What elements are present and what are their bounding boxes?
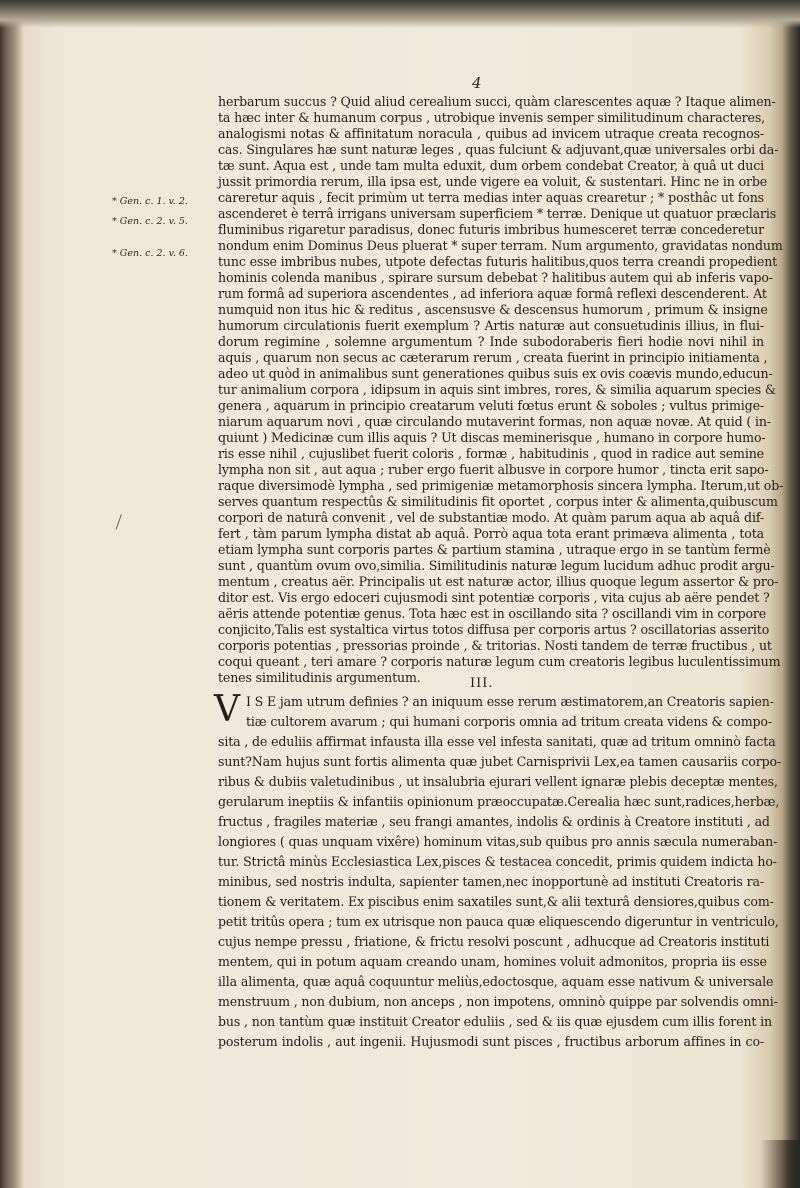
text-line: careretur aquis , fecit primùm ut terra medias inter aquas crearetur ; * posthâc ut fons (218, 190, 764, 205)
text-line: tenes similitudinis argumentum. (218, 670, 421, 685)
text-line: ta hæc inter & humanum corpus , utrobique invenis semper similitudinum characteres, (218, 110, 766, 125)
text-line: petit tritûs opera ; tum ex utrisque non pauca quæ eliquescendo digeruntur in ventriculo, (218, 914, 779, 929)
text-line: raque diversimodè lympha , sed primigeniæ metamorphosis sincera lympha. Iterum,ut ob- (218, 478, 784, 493)
text-line: mentum , creatus aër. Principalis ut est naturæ actor, illius quoque legum assertor & pro- (218, 574, 779, 589)
text-line: tunc esse imbribus nubes, utpote defectas futuris halitibus,quos terra creandi propedient (218, 254, 778, 269)
book-top-edge (0, 0, 800, 28)
text-line: longiores ( quas unquam vixêre) hominum vitas,sub quibus pro annis sæcula numeraban- (218, 834, 778, 849)
margin-note-ref-3: * Gen. c. 2. v. 6. (112, 248, 188, 259)
text-line: serves quantum respectûs & similitudinis fit oportet , corpus inter & alimenta,quibuscum (218, 494, 778, 509)
text-line: coqui queant , teri amare ? corporis naturæ legum cum creatoris legibus luculentissimum (218, 654, 781, 669)
text-line: fluminibus rigaretur paradisus, donec futuris imbribus humesceret terræ concederetur (218, 222, 764, 237)
text-line: mentem, qui in potum aquam creando unam, homines voluit admonitos, propria iis esse (218, 954, 767, 969)
text-line: tiæ cultorem avarum ; qui humani corporis omnia ad tritum creata videns & compo- (246, 714, 772, 729)
margin-note-ref-2: * Gen. c. 2. v. 5. (112, 216, 188, 227)
text-line: adeo ut quòd in animalibus sunt generationes quibus suis ex ovis coævis mundo,educun- (218, 366, 773, 381)
text-line: tæ sunt. Aqua est , unde tam multa eduxit, dum orbem condebat Creator, à quâ ut duci (218, 158, 764, 173)
text-line: aquis , quarum non secus ac cæterarum rerum , creata fuerint in principio initiamenta , (218, 350, 768, 365)
text-line: quiunt ) Medicinæ cum illis aquis ? Ut discas meminerisque , humano in corpore humo- (218, 430, 766, 445)
text-line: rum formâ ad superiora ascendentes , ad inferiora aquæ formâ reflexi descenderent. At (218, 286, 767, 301)
text-line: minibus, sed nostris indulta, sapienter tamen,nec inopportunè ad instituti Creatoris ra- (218, 874, 764, 889)
text-line: jussit primordia rerum, illa ipsa est, unde vigere ea voluit, & sustentari. Hinc ne in orbe (218, 174, 768, 189)
text-line: analogismi notas & affinitatum noracula , quibus ad invicem utraque creata recognos- (218, 126, 764, 141)
text-line: humorum circulationis fuerit exemplum ? Artis naturæ aut consuetudinis illius, in flui- (218, 318, 764, 333)
text-line: tionem & veritatem. Ex piscibus enim saxatiles sunt,& alii texturâ densiores,quibus com- (218, 894, 774, 909)
text-line: tur. Strictâ minùs Ecclesiastica Lex,pisces & testacea concedit, primis quidem indicta ho- (218, 854, 777, 869)
page-number: 4 (472, 74, 482, 92)
text-line: sita , de eduliis affirmat infausta illa esse vel infesta sanitati, quæ ad tritum omninò facta (218, 734, 776, 749)
text-line: nondum enim Dominus Deus pluerat * super terram. Num argumento, gravidatas nondum (218, 238, 783, 253)
book-corner-shadow (760, 1140, 800, 1188)
text-line: menstruum , non dubium, non anceps , non impotens, omninò quippe par solvendis omni- (218, 994, 778, 1009)
text-line: corporis potentias , pressorias proinde , & tritorias. Nosti tandem de terræ fructibus , ut (218, 638, 772, 653)
text-line: aëris attende potentiæ genus. Tota hæc est in oscillando sita ? oscillandi vim in corpore (218, 606, 767, 621)
text-line: fert , tàm parum lympha distat ab aquâ. Porrò aqua tota erant primæva alimenta , tota (218, 526, 764, 541)
text-line: ribus & dubiis valetudinibus , ut insalubria ejurari vellent ignaræ plebis deceptæ mentes, (218, 774, 778, 789)
text-line: bus , non tantùm quæ instituit Creator eduliis , sed & iis quæ ejusdem cum illis forent in (218, 1014, 773, 1029)
margin-note-ref-1: * Gen. c. 1. v. 2. (112, 196, 188, 207)
text-line: etiam lympha sunt corporis partes & partium stamina , utraque ergo in se tantùm fermè (218, 542, 771, 557)
text-line: posterum indolis , aut ingenii. Hujusmodi sunt pisces , fructibus arborum affines in co- (218, 1034, 764, 1049)
text-line: hominis colenda manibus , spirare sursum debebat ? halitibus autem qui ab inferis vapo- (218, 270, 773, 285)
text-line: I S E jam utrum definies ? an iniquum esse rerum æstimatorem,an Creatoris sapien- (246, 694, 774, 709)
section-number: III. (470, 676, 494, 691)
text-line: sunt , quantùm ovum ovo,similia. Similitudinis naturæ legum lucidum adhuc prodit argu- (218, 558, 775, 573)
text-line: corpori de naturâ convenit , vel de substantiæ modo. At quàm parum aqua ab aquâ dif- (218, 510, 764, 525)
text-line: ris esse nihil , cujuslibet fuerit coloris , formæ , habitudinis , quod in radice aut semine (218, 446, 764, 461)
text-line: ascenderet è terrâ irrigans universam superficiem * terræ. Denique ut quatuor præclaris (218, 206, 777, 221)
text-line: illa alimenta, quæ aquâ coquuntur meliùs,edoctosque, aquam esse nativum & universale (218, 974, 774, 989)
text-line: cujus nempe pressu , friatione, & frictu resolvi poscunt , adhucque ad Creatoris instituti (218, 934, 770, 949)
text-line: ditor est. Vis ergo edoceri cujusmodi sint potentiæ corporis , vita cujus ab aëre pendet ? (218, 590, 770, 605)
pencil-mark (115, 514, 127, 531)
text-line: tur animalium corpora , idipsum in aquis sint imbres, rores, & similia aquarum species & (218, 382, 776, 397)
text-line: genera , aquarum in principio creatarum veluti fœtus erunt & soboles ; vultus primige- (218, 398, 764, 413)
text-line: conjicito,Talis est systaltica virtus totos diffusa per corporis artus ? oscillatorias asserito (218, 622, 770, 637)
text-line: sunt?Nam hujus sunt fortis alimenta quæ jubet Carnisprivii Lex,ea tamen causariis corpo- (218, 754, 782, 769)
text-line: cas. Singulares hæ sunt naturæ leges , quas fulciunt & adjuvant,quæ universales orbi da- (218, 142, 779, 157)
text-line: gerularum ineptiis & infantiis opinionum præoccupatæ.Cerealia hæc sunt,radices,herbæ, (218, 794, 780, 809)
text-line: lympha non sit , aut aqua ; ruber ergo fuerit albusve in corpore humor , tincta erit sapo- (218, 462, 769, 477)
text-line: fructus , fragiles materiæ , seu frangi amantes, indolis & ordinis à Creatore instituti , ad (218, 814, 770, 829)
text-line: numquid non itus hic & reditus , ascensusve & descensus humorum , primum & insigne (218, 302, 768, 317)
drop-capital: V (214, 689, 240, 730)
text-line: dorum regimine , solemne argumentum ? Inde subodoraberis fieri hodie novi nihil in (218, 334, 764, 349)
text-line: herbarum succus ? Quid aliud cerealium succi, quàm clarescentes aquæ ? Itaque alimen- (218, 94, 776, 109)
text-line: niarum aquarum novi , quæ circulando mutaverint formas, non aquæ novæ. At quid ( in- (218, 414, 771, 429)
